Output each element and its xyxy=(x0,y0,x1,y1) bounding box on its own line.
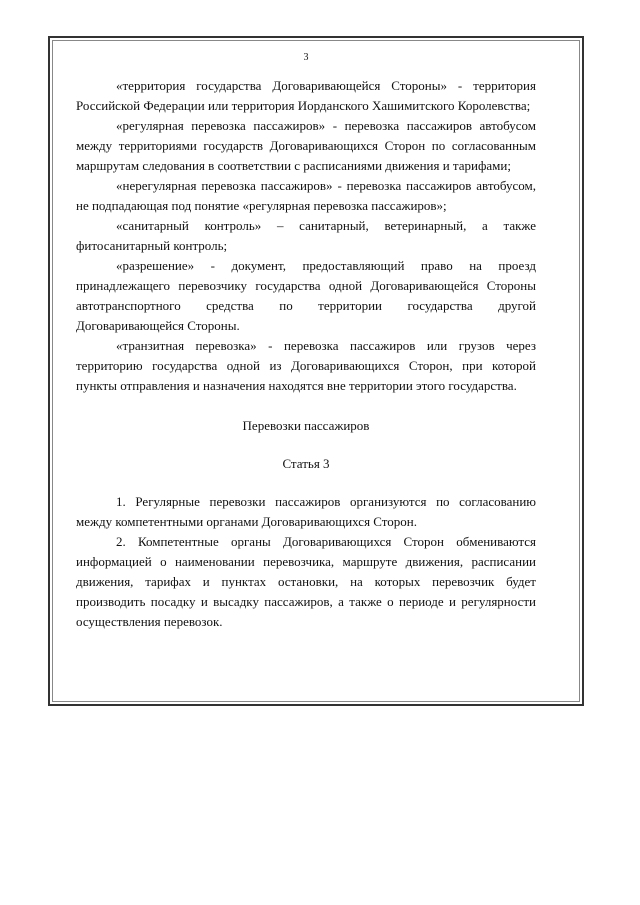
definition-paragraph: «транзитная перевозка» - перевозка пассажиров или грузов через территорию государства одной из Договаривающихся Сторон, при которой пункты отправления и назначения находятся вне территории этого государства. xyxy=(76,338,536,393)
definition-paragraph: «нерегулярная перевозка пассажиров» - перевозка пассажиров автобусом, не подпадающая под понятие «регулярная перевозка пассажиров»; xyxy=(76,178,536,213)
definition-paragraph: «территория государства Договаривающейся Стороны» - территория Российской Федерации или территория Иорданского Хашимитского Королевства; xyxy=(76,78,536,113)
article-paragraph: 1. Регулярные перевозки пассажиров организуются по согласованию между компетентными органами Договаривающихся Сторон. xyxy=(76,494,536,529)
page-number: 3 xyxy=(303,52,309,63)
definition-paragraph: «санитарный контроль» – санитарный, ветеринарный, а также фитосанитарный контроль; xyxy=(76,218,536,253)
article-title: Статья 3 xyxy=(282,456,330,471)
definition-paragraph: «разрешение» - документ, предоставляющий право на проезд принадлежащего перевозчику государства одной Договаривающейся Стороны автотранспортного средства по территории государства другой Договаривающейся Стороны. xyxy=(76,258,536,333)
section-heading: Перевозки пассажиров xyxy=(242,418,370,433)
definition-paragraph: «регулярная перевозка пассажиров» - перевозка пассажиров автобусом между территориями государств Договаривающихся Сторон по согласованным маршрутам следования в соответствии с расписаниями движения и тарифами; xyxy=(76,118,536,173)
document-page xyxy=(76,52,536,632)
article-paragraph: 2. Компетентные органы Договаривающихся Сторон обмениваются информацией о наименовании перевозчика, маршруте движения, расписании движения, тарифах и пунктах остановки, на которых перевозчик будет производить посадку и высадку пассажиров, а также о периоде и регулярности осуществления перевозок. xyxy=(76,534,536,629)
